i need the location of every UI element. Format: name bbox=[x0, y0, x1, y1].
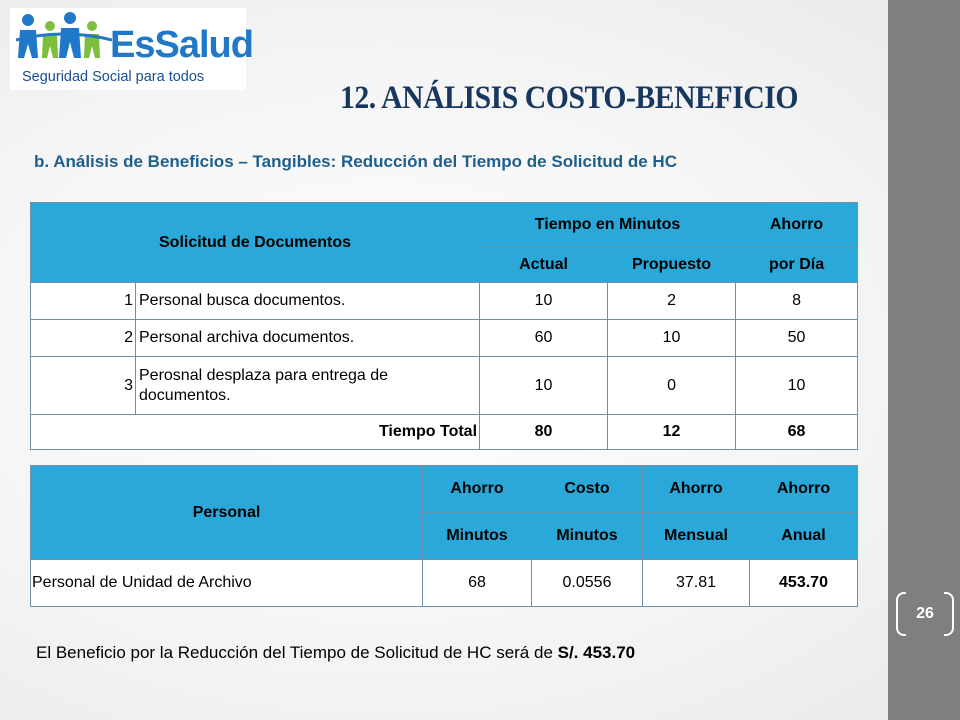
conclusion-amount: S/. 453.70 bbox=[557, 643, 636, 662]
header-ahorro: Ahorro bbox=[423, 466, 532, 513]
table-row bbox=[31, 283, 858, 320]
total-actual: 80 bbox=[480, 415, 608, 450]
table-row bbox=[31, 357, 858, 415]
header-propuesto: Propuesto bbox=[608, 248, 736, 283]
header-tiempo-minutos: Tiempo en Minutos bbox=[480, 203, 736, 248]
header-anual: Anual bbox=[750, 513, 858, 560]
total-ahorro: 68 bbox=[736, 415, 858, 450]
slide-subtitle: b. Análisis de Beneficios – Tangibles: Reducción del Tiempo de Solicitud de HC bbox=[34, 152, 677, 171]
family-figures-icon bbox=[16, 10, 112, 70]
conclusion-text bbox=[36, 642, 635, 664]
header-minutos: Minutos bbox=[532, 513, 643, 560]
logo-wordmark: EsSalud bbox=[110, 24, 253, 66]
total-propuesto: 12 bbox=[608, 415, 736, 450]
table-row bbox=[31, 560, 858, 607]
slide-title: 12. ANÁLISIS COSTO-BENEFICIO bbox=[340, 80, 799, 116]
page-number-badge bbox=[896, 592, 954, 636]
logo-tagline: Seguridad Social para todos bbox=[22, 69, 205, 85]
header-solicitud: Solicitud de Documentos bbox=[31, 203, 480, 283]
row-actual: 10 bbox=[480, 357, 608, 415]
row-ahorro-minutos: 68 bbox=[423, 560, 532, 607]
row-description: Personal archiva documentos. bbox=[136, 320, 480, 357]
row-ahorro-anual: 453.70 bbox=[750, 560, 858, 607]
row-number: 1 bbox=[31, 283, 136, 320]
essalud-logo bbox=[10, 8, 253, 90]
personnel-savings-table bbox=[30, 465, 858, 607]
row-number: 2 bbox=[31, 320, 136, 357]
header-ahorro-anual: Ahorro bbox=[750, 466, 858, 513]
total-label: Tiempo Total bbox=[31, 415, 480, 450]
header-ahorro-mensual: Ahorro bbox=[643, 466, 750, 513]
header-costo: Costo bbox=[532, 466, 643, 513]
row-costo-minutos: 0.0556 bbox=[532, 560, 643, 607]
header-minutos: Minutos bbox=[423, 513, 532, 560]
row-ahorro: 10 bbox=[736, 357, 858, 415]
header-por-dia: por Día bbox=[736, 248, 858, 283]
row-actual: 60 bbox=[480, 320, 608, 357]
row-propuesto: 10 bbox=[608, 320, 736, 357]
row-personal: Personal de Unidad de Archivo bbox=[31, 560, 423, 607]
header-ahorro: Ahorro bbox=[736, 203, 858, 248]
conclusion-sentence: El Beneficio por la Reducción del Tiempo de Solicitud de HC será de bbox=[36, 643, 558, 662]
row-number: 3 bbox=[31, 357, 136, 415]
row-ahorro-mensual: 37.81 bbox=[643, 560, 750, 607]
document-request-time-table bbox=[30, 202, 858, 450]
row-description: Personal busca documentos. bbox=[136, 283, 480, 320]
header-mensual: Mensual bbox=[643, 513, 750, 560]
row-ahorro: 50 bbox=[736, 320, 858, 357]
total-row bbox=[31, 415, 858, 450]
table-row bbox=[31, 320, 858, 357]
row-ahorro: 8 bbox=[736, 283, 858, 320]
row-propuesto: 0 bbox=[608, 357, 736, 415]
header-personal: Personal bbox=[31, 466, 423, 560]
header-actual: Actual bbox=[480, 248, 608, 283]
row-propuesto: 2 bbox=[608, 283, 736, 320]
row-actual: 10 bbox=[480, 283, 608, 320]
row-description: Perosnal desplaza para entrega de documentos. bbox=[136, 357, 480, 415]
page-number: 26 bbox=[916, 605, 934, 622]
